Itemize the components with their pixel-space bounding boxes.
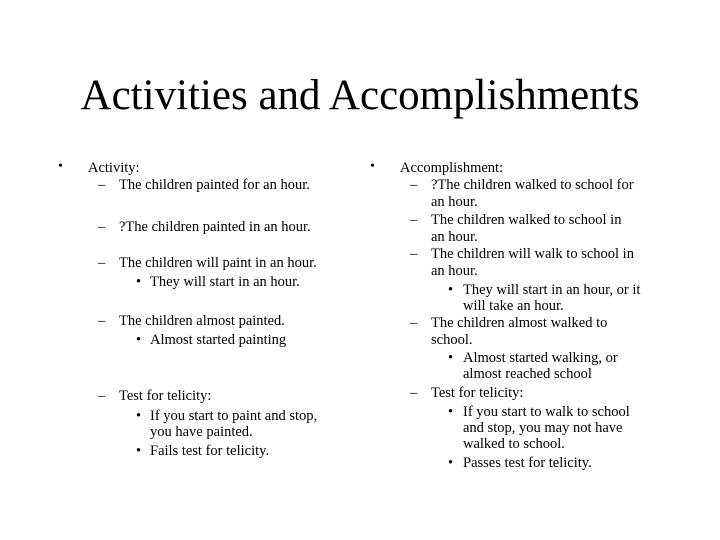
dash-marker: – [98,313,106,329]
right-subitem: Passes test for telicity. [463,455,592,471]
bullet-marker: • [136,443,142,459]
dash-marker: – [410,212,418,228]
right-subitem: Almost started walking, or [463,350,618,366]
right-item: school. [431,332,473,348]
dash-marker: – [98,388,106,404]
bullet-marker: • [58,159,63,174]
left-subitem: They will start in an hour. [150,274,300,290]
right-item: an hour. [431,263,478,279]
left-heading: Activity: [88,160,140,176]
right-item: an hour. [431,194,478,210]
right-subitem: If you start to walk to school [463,404,630,420]
left-item: The children will paint in an hour. [119,255,317,271]
right-subitem: They will start in an hour, or it [463,282,641,298]
dash-marker: – [98,219,106,235]
left-subitem: If you start to paint and stop, [150,408,318,424]
right-item: ?The children walked to school for [431,177,634,193]
left-item: The children almost painted. [119,313,285,329]
right-item: The children almost walked to [431,315,608,331]
left-item: ?The children painted in an hour. [119,219,311,235]
dash-marker: – [410,385,418,401]
dash-marker: – [98,255,106,271]
bullet-marker: • [448,350,454,366]
left-subitem: Almost started painting [150,332,287,348]
dash-marker: – [410,177,418,193]
bullet-marker: • [136,332,142,348]
dash-marker: – [410,246,418,262]
right-subitem: will take an hour. [463,298,564,314]
right-item: Test for telicity: [431,385,524,401]
right-item: The children will walk to school in [431,246,634,262]
dash-marker: – [98,177,106,193]
left-subitem: you have painted. [150,424,253,440]
left-item: Test for telicity: [119,388,212,404]
right-subitem: and stop, you may not have [463,420,623,436]
slide-title: Activities and Accomplishments [80,72,640,119]
bullet-marker: • [448,282,454,298]
right-subitem: walked to school. [463,436,565,452]
left-item: The children painted for an hour. [119,177,310,193]
bullet-marker: • [448,455,454,471]
right-item: an hour. [431,229,478,245]
dash-marker: – [410,315,418,331]
right-subitem: almost reached school [463,366,592,382]
bullet-marker: • [448,404,454,420]
left-subitem: Fails test for telicity. [150,443,270,459]
right-item: The children walked to school in [431,212,622,228]
bullet-marker: • [136,274,142,290]
bullet-marker: • [136,408,142,424]
bullet-marker: • [370,159,375,174]
right-heading: Accomplishment: [400,160,504,176]
